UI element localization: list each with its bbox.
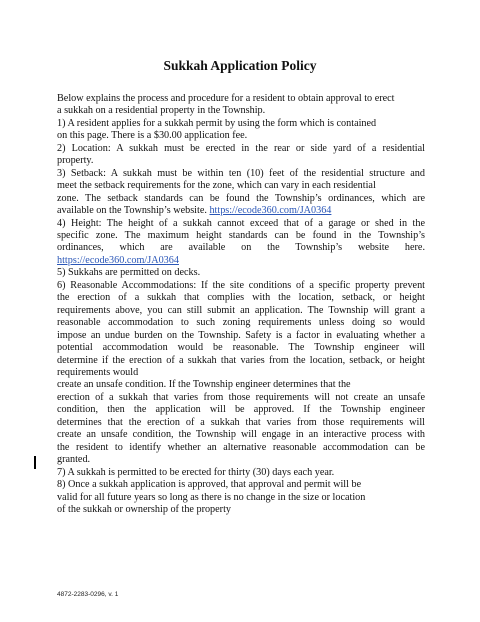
body-line-text: granted.: [57, 454, 91, 466]
body-line: [57, 392, 425, 404]
body-line-text: 7) A sukkah is permitted to be erected for thirty (30) days each year.: [57, 466, 335, 478]
body-line-text: 1) A resident applies for a sukkah permit by using the form which is contained: [57, 117, 377, 129]
body-line: [57, 230, 425, 242]
ecode360-link[interactable]: https://ecode360.com/JA0364: [57, 254, 179, 266]
body-line: [57, 417, 425, 429]
body-line-text: the resident to identify whether an alternative reasonable accommodation can be: [57, 441, 425, 453]
policy-body: [57, 93, 425, 516]
body-line: [57, 379, 425, 391]
body-line: [57, 280, 425, 292]
body-line: [57, 404, 425, 416]
ecode360-link[interactable]: https://ecode360.com/JA0364: [209, 205, 332, 217]
body-line: [57, 367, 425, 379]
body-line-text: available on the Township’s website.: [57, 205, 210, 217]
body-line-text: the erection of a sukkah that complies with the location, setback, or height: [57, 292, 425, 304]
body-line-text: meet the setback requirements for the zone, which can vary in each residential: [57, 180, 376, 192]
body-line-text: 5) Sukkahs are permitted on decks.: [57, 267, 201, 279]
body-line-text: 3) Setback: A sukkah must be within ten (10) feet of the residential structure and: [57, 167, 425, 179]
page-title: Sukkah Application Policy: [163, 58, 317, 73]
body-line-text: property.: [57, 155, 94, 167]
document-footer-id: 4872-2283-0296, v. 1: [57, 591, 119, 598]
body-line-text: 6) Reasonable Accommodations: If the site conditions of a specific property prevent: [57, 279, 425, 291]
body-line: [57, 492, 425, 504]
body-line-text: on this page. There is a $30.00 application fee.: [57, 130, 248, 142]
body-line: [57, 454, 425, 466]
body-line: [57, 105, 425, 117]
body-line-text: ordinances, which are available on the Township’s website here.: [57, 242, 425, 254]
body-line-text: 2) Location: A sukkah must be erected in the rear or side yard of a residential: [57, 142, 425, 154]
body-line: [57, 442, 425, 454]
body-line-text: reasonable accommodation to such zoning requirements unless doing so would: [57, 317, 425, 329]
body-line-text: 8) Once a sukkah application is approved, that approval and permit will be: [57, 479, 362, 491]
body-line: [57, 342, 425, 354]
body-line: [57, 193, 425, 205]
body-line-text: a sukkah on a residential property in the Township.: [57, 105, 266, 117]
body-line: [57, 317, 425, 329]
body-line-text: potential accommodation would be reasonable. The Township engineer will: [57, 342, 425, 354]
body-line-text: impose an undue burden on the Township. Safety is a factor in evaluating whether a: [57, 329, 425, 341]
body-line: [57, 218, 425, 230]
body-line: [57, 118, 425, 130]
body-line: [57, 130, 425, 142]
body-line: [57, 355, 425, 367]
body-line: [57, 143, 425, 155]
body-line: [57, 180, 425, 192]
body-line: [57, 267, 425, 279]
body-line: [57, 242, 425, 254]
body-line: [57, 292, 425, 304]
body-line: [57, 504, 425, 516]
body-line: [57, 479, 425, 491]
body-line-text: erection of a sukkah that varies from those requirements will not create an unsafe: [57, 391, 425, 403]
body-line-text: determines that the erection of a sukkah that varies from those requirements will: [57, 416, 425, 428]
body-line: [57, 93, 425, 105]
body-line-text: zone. The setback standards can be found the Township’s ordinances, which are: [57, 192, 425, 204]
body-line: [57, 205, 425, 217]
body-line-text: valid for all future years so long as there is no change in the size or location: [57, 491, 366, 503]
body-line-text: specific zone. The maximum height standards can be found in the Township’s: [57, 229, 425, 241]
body-line: [57, 255, 425, 267]
text-cursor: [34, 456, 36, 469]
body-line: [57, 429, 425, 441]
body-line: [57, 305, 425, 317]
body-line-text: create an unsafe condition. If the Township engineer determines that the: [57, 379, 351, 391]
body-line: [57, 467, 425, 479]
body-line-text: requirements above, you can still submit an application. The Township will grant a: [57, 304, 425, 316]
body-line-text: create an unsafe condition, the Township will engage in an interactive process with: [57, 429, 425, 441]
body-line-text: determine if the erection of a sukkah that varies from the location, setback, or height: [57, 354, 425, 366]
body-line: [57, 155, 425, 167]
body-line-text: of the sukkah or ownership of the property: [57, 503, 231, 515]
body-line-text: Below explains the process and procedure for a resident to obtain approval to erect: [57, 93, 395, 104]
body-line: [57, 168, 425, 180]
body-line-text: 4) Height: The height of a sukkah cannot exceed that of a garage or shed in the: [57, 217, 425, 229]
body-line: [57, 330, 425, 342]
body-line-text: condition, then the application will be approved. If the Township engineer: [57, 404, 425, 416]
body-line-text: requirements would: [57, 366, 139, 378]
